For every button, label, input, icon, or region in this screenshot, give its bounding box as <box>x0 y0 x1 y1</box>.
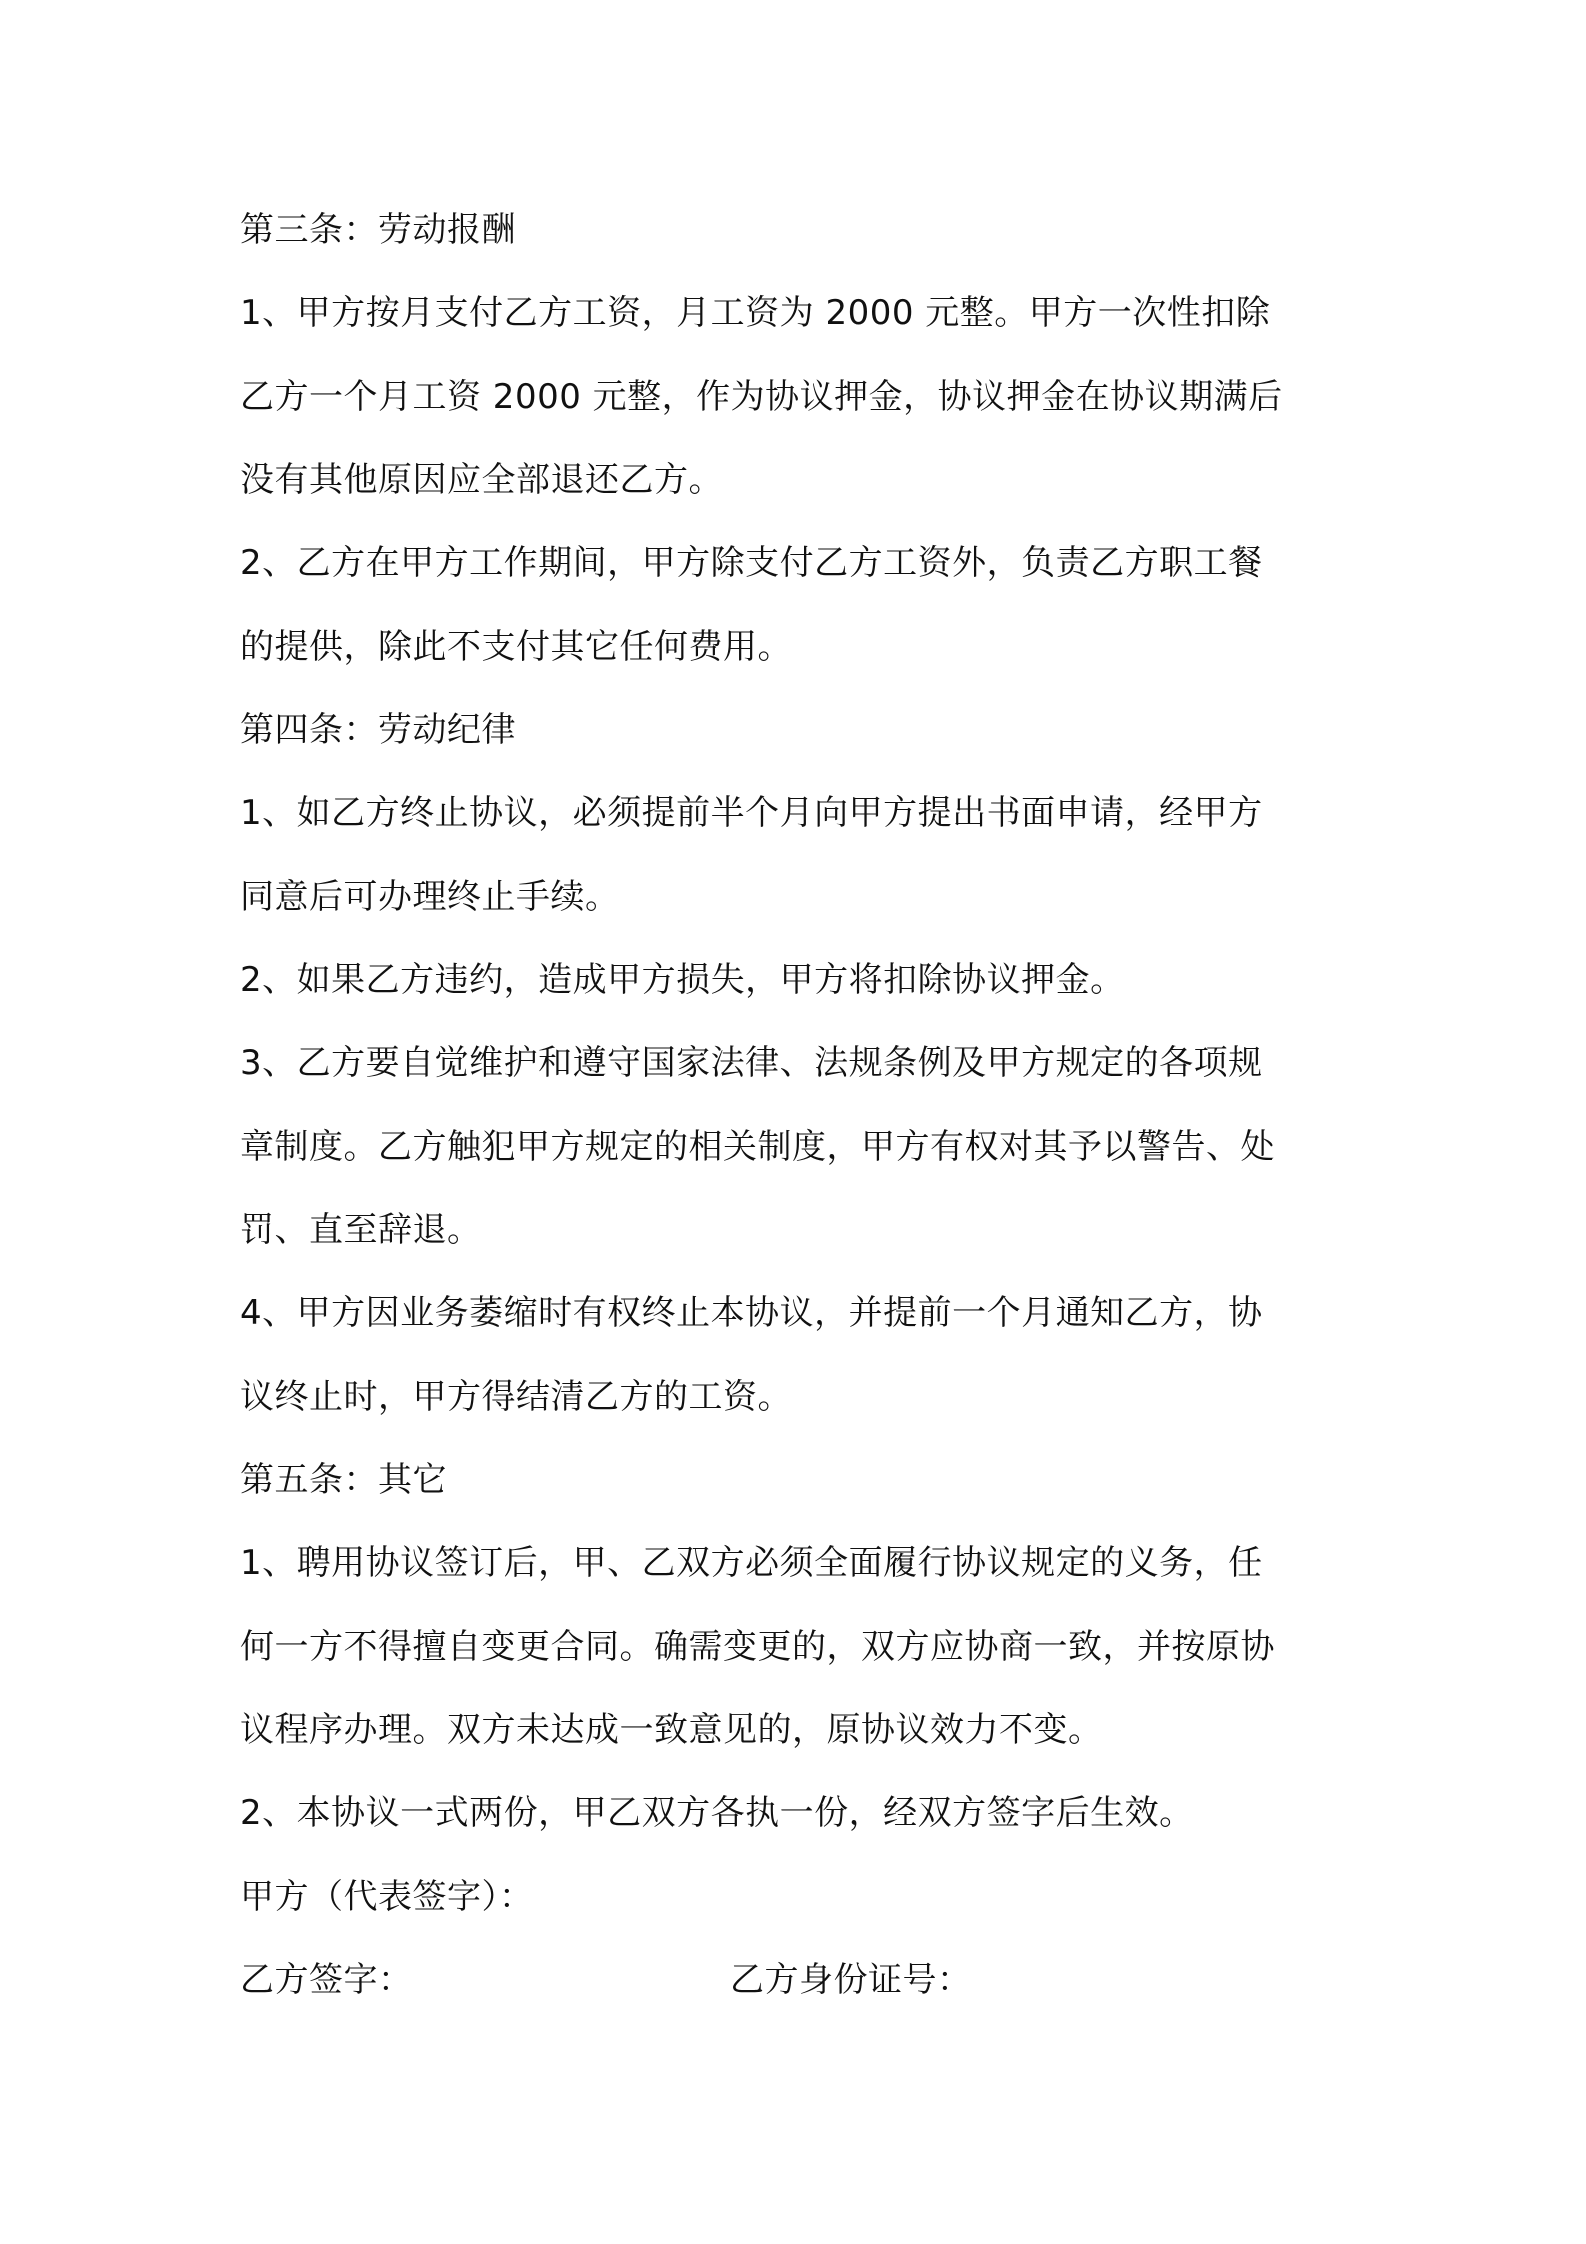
paragraph-line: 议程序办理。双方未达成一致意见的，原协议效力不变。 <box>240 1710 1103 1750</box>
paragraph-line: 2、乙方在甲方工作期间，甲方除支付乙方工资外，负责乙方职工餐 <box>240 543 1263 583</box>
paragraph-line: 1、如乙方终止协议，必须提前半个月向甲方提出书面申请，经甲方 <box>240 793 1263 833</box>
section-heading-article-4: 第四条：劳动纪律 <box>240 710 516 750</box>
party-b-id-number-label: 乙方身份证号： <box>730 1960 972 2000</box>
paragraph-line: 2、如果乙方违约，造成甲方损失，甲方将扣除协议押金。 <box>240 960 1125 1000</box>
paragraph-line: 同意后可办理终止手续。 <box>240 877 620 917</box>
section-heading-article-5: 第五条：其它 <box>240 1460 447 1500</box>
paragraph-line: 何一方不得擅自变更合同。确需变更的，双方应协商一致，并按原协 <box>240 1627 1275 1667</box>
section-heading-article-3: 第三条：劳动报酬 <box>240 210 516 250</box>
party-a-signature-label: 甲方（代表签字）： <box>240 1877 534 1917</box>
party-b-signature-label: 乙方签字： <box>240 1960 413 2000</box>
paragraph-line: 2、本协议一式两份，甲乙双方各执一份，经双方签字后生效。 <box>240 1793 1194 1833</box>
paragraph-line: 3、乙方要自觉维护和遵守国家法律、法规条例及甲方规定的各项规 <box>240 1043 1263 1083</box>
paragraph-line: 没有其他原因应全部退还乙方。 <box>240 460 723 500</box>
paragraph-line: 1、甲方按月支付乙方工资，月工资为 2000 元整。甲方一次性扣除 <box>240 293 1271 333</box>
paragraph-line: 1、聘用协议签订后，甲、乙双方必须全面履行协议规定的义务，任 <box>240 1543 1263 1583</box>
paragraph-line: 章制度。乙方触犯甲方规定的相关制度，甲方有权对其予以警告、处 <box>240 1127 1275 1167</box>
paragraph-line: 议终止时，甲方得结清乙方的工资。 <box>240 1377 792 1417</box>
paragraph-line: 的提供，除此不支付其它任何费用。 <box>240 627 792 667</box>
paragraph-line: 罚、直至辞退。 <box>240 1210 482 1250</box>
paragraph-line: 乙方一个月工资 2000 元整，作为协议押金，协议押金在协议期满后 <box>240 377 1283 417</box>
paragraph-line: 4、甲方因业务萎缩时有权终止本协议，并提前一个月通知乙方，协 <box>240 1293 1263 1333</box>
